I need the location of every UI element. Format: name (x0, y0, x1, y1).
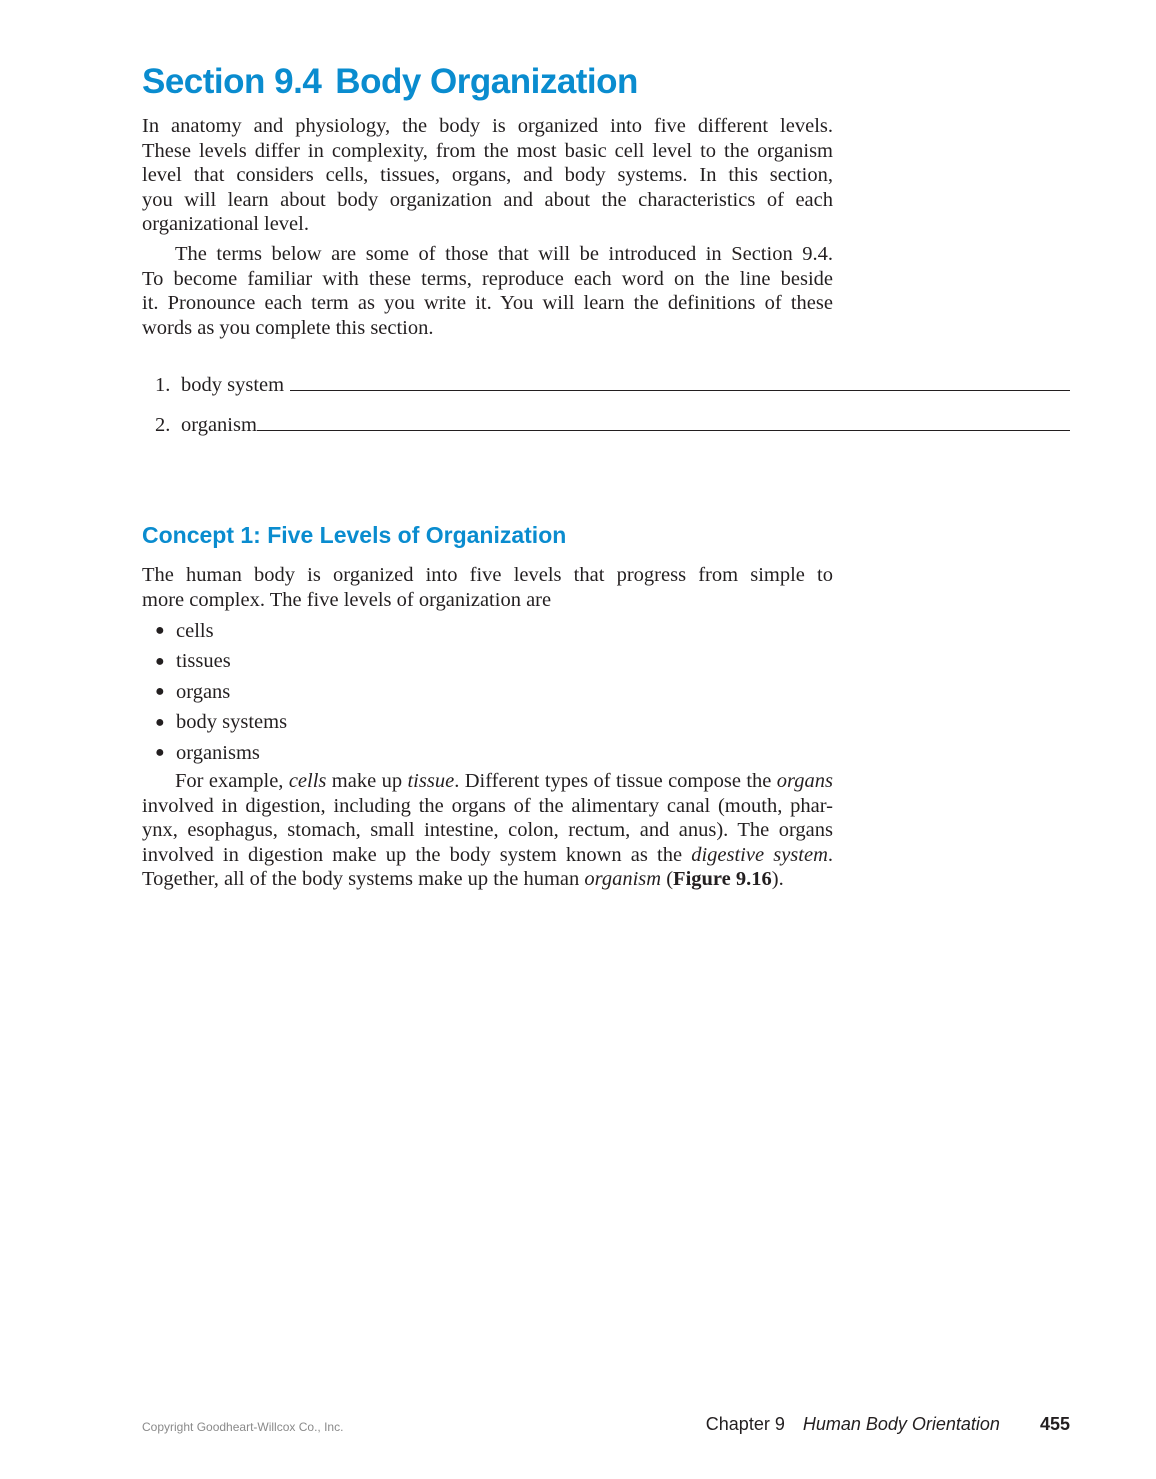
list-item (155, 738, 287, 769)
emphasized-term: digestive system (691, 843, 828, 866)
text-run: ( (661, 868, 674, 890)
text-line (142, 843, 833, 868)
term-write-line[interactable] (290, 372, 1070, 391)
text-run: make up (326, 770, 408, 792)
text-line: you will learn about body organization and about the characteristics of each (142, 188, 833, 211)
text-line (142, 818, 833, 843)
text-run: involved in digestion, including the organs of the alimentary canal (mouth, phar- (142, 794, 833, 817)
text-line: In anatomy and physiology, the body is organized into five different levels. (142, 115, 833, 137)
text-line: The terms below are some of those that will be introduced in Section 9.4. (175, 243, 833, 265)
text-run: involved in digestion make up the body system known as the (142, 843, 692, 866)
terms-list (155, 372, 1070, 452)
concept-heading: Concept 1: Five Levels of Organization (142, 522, 567, 548)
text-line (142, 867, 833, 892)
term-item (155, 412, 1070, 452)
text-line: The human body is organized into five levels that progress from simple to (142, 564, 833, 586)
concept-paragraph-1 (142, 563, 833, 612)
list-item-text: organisms (176, 741, 260, 764)
text-line: To become familiar with these terms, reproduce each word on the line beside (142, 267, 833, 290)
emphasized-term: organs (776, 770, 833, 792)
intro-paragraph-1 (142, 114, 833, 237)
section-title (142, 62, 638, 102)
text-run: For example, (175, 770, 289, 792)
list-item (155, 708, 287, 739)
section-name: Body Organization (335, 62, 638, 101)
text-run: . Different types of tissue compose the (454, 770, 777, 792)
bullet-icon: ● (155, 683, 165, 701)
term-number: 1. (155, 374, 171, 396)
text-run: . (827, 843, 833, 866)
list-item-text: body systems (176, 711, 288, 734)
bullet-icon: ● (155, 652, 165, 670)
emphasized-term: tissue (407, 770, 455, 792)
list-item-text: cells (176, 619, 214, 642)
term-write-line[interactable] (257, 412, 1070, 431)
term-item (155, 372, 1070, 412)
text-line: words as you complete this section. (142, 316, 434, 339)
bullet-icon: ● (155, 713, 165, 731)
text-run: ynx, esophagus, stomach, small intestine, colon, rectum, and anus). The organs (142, 819, 833, 841)
term-label: organism (181, 414, 257, 436)
intro-paragraph-2 (142, 242, 833, 340)
list-item (155, 677, 287, 708)
emphasized-term: organism (584, 868, 662, 890)
text-line (142, 769, 833, 794)
page-footer (706, 1414, 1070, 1435)
chapter-number: Chapter 9 (705, 1414, 785, 1434)
text-line: These levels differ in complexity, from the most basic cell level to the organism (142, 139, 833, 162)
text-line: more complex. The five levels of organization are (142, 588, 552, 611)
text-line: organizational level. (142, 213, 309, 235)
text-run: ). (771, 868, 784, 890)
text-line (142, 794, 833, 819)
term-number: 2. (155, 414, 171, 436)
text-line: it. Pronounce each term as you write it. You will learn the definitions of these (142, 292, 833, 314)
concept-paragraph-2 (142, 769, 833, 892)
emphasized-term: cells (288, 770, 327, 792)
figure-reference: Figure 9.16 (673, 868, 772, 890)
list-item (155, 616, 287, 647)
levels-list (155, 616, 287, 769)
list-item-text: tissues (176, 650, 231, 673)
bullet-icon: ● (155, 744, 165, 762)
page-number: 455 (1039, 1414, 1070, 1434)
chapter-title: Human Body Orientation (802, 1414, 1000, 1434)
bullet-icon: ● (155, 622, 165, 640)
text-line: level that considers cells, tissues, organs, and body systems. In this section, (142, 164, 833, 186)
text-run: Together, all of the body systems make up the human (142, 868, 585, 890)
copyright-notice: Copyright Goodheart-Willcox Co., Inc. (142, 1420, 344, 1434)
list-item-text: organs (176, 680, 231, 703)
list-item (155, 647, 287, 678)
section-number: Section 9.4 (142, 62, 322, 101)
term-label: body system (181, 374, 285, 396)
